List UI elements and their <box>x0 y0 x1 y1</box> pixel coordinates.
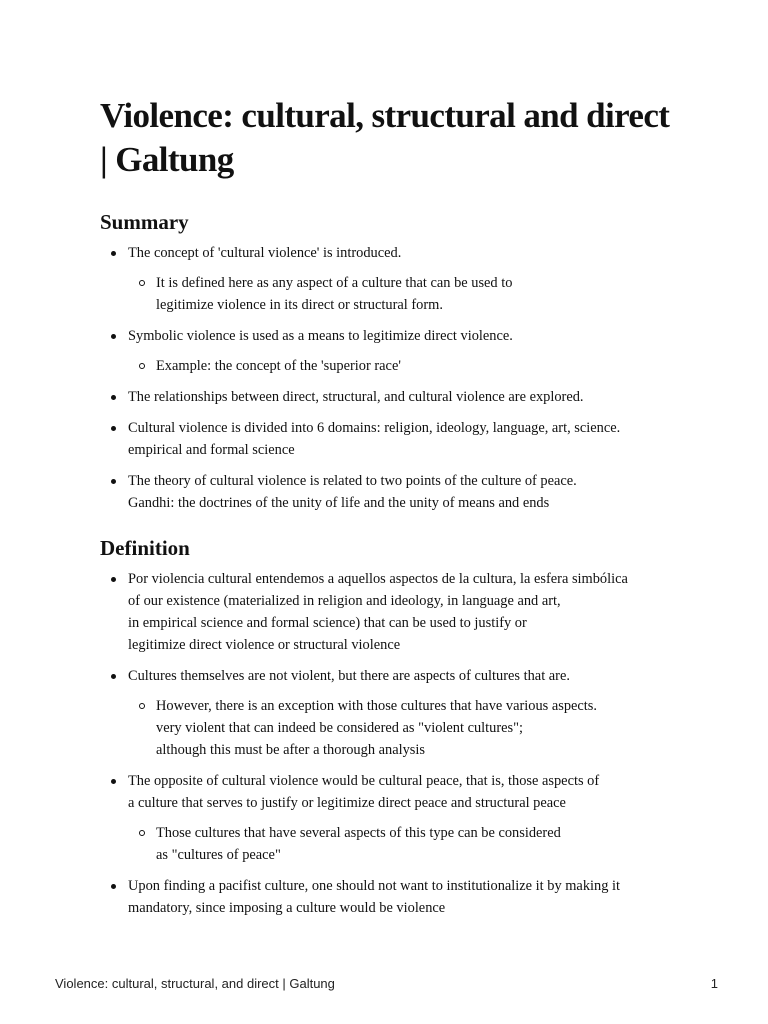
summary-item <box>100 470 680 514</box>
sub-item-line: Example: the concept of the 'superior race' <box>156 358 401 374</box>
summary-item <box>100 325 680 377</box>
definition-sub-item <box>128 695 680 761</box>
footer-title: Violence: cultural, structural, and direct | Galtung <box>55 976 335 991</box>
list-item-line: The concept of 'cultural violence' is introduced. <box>128 245 402 261</box>
summary-item <box>100 417 680 461</box>
list-item-line: Cultures themselves are not violent, but there are aspects of cultures that are. <box>128 668 570 684</box>
list-item-line: legitimize direct violence or structural violence <box>128 637 401 653</box>
sub-item-line: although this must be after a thorough analysis <box>156 742 425 758</box>
sub-item-line: as "cultures of peace" <box>156 847 281 863</box>
summary-list <box>100 242 680 514</box>
list-item-line: of our existence (materialized in religion and ideology, in language and art, <box>128 593 561 609</box>
summary-item <box>100 386 680 408</box>
list-item-line: Upon finding a pacifist culture, one should not want to institutionalize it by making it <box>128 878 621 894</box>
document-page <box>100 94 680 928</box>
definition-item <box>100 875 680 919</box>
sub-item-line: It is defined here as any aspect of a culture that can be used to <box>156 275 513 291</box>
sub-list <box>128 695 680 761</box>
sub-item-line: very violent that can indeed be considered as "violent cultures"; <box>156 720 523 736</box>
definition-item <box>100 568 680 656</box>
list-item-line: Symbolic violence is used as a means to legitimize direct violence. <box>128 328 513 344</box>
definition-sub-item <box>128 822 680 866</box>
list-item-line: Gandhi: the doctrines of the unity of life and the unity of means and ends <box>128 495 550 511</box>
list-item-line: Cultural violence is divided into 6 domains: religion, ideology, language, art, science. <box>128 420 621 436</box>
list-item-line: in empirical science and formal science) that can be used to justify or <box>128 615 527 631</box>
sub-item-line: Those cultures that have several aspects of this type can be considered <box>156 825 561 841</box>
list-item-line: The opposite of cultural violence would be cultural peace, that is, those aspects of <box>128 773 600 789</box>
definition-heading: Definition <box>100 536 190 560</box>
summary-heading: Summary <box>100 210 189 234</box>
list-item-line: mandatory, since imposing a culture would be violence <box>128 900 446 916</box>
list-item-line: The theory of cultural violence is related to two points of the culture of peace. <box>128 473 577 489</box>
list-item-line: empirical and formal science <box>128 442 295 458</box>
list-item-line: a culture that serves to justify or legitimize direct peace and structural peace <box>128 795 566 811</box>
summary-sub-item <box>128 272 680 316</box>
page-footer <box>55 976 718 991</box>
definition-item <box>100 665 680 761</box>
definition-item <box>100 770 680 866</box>
definition-list <box>100 568 680 919</box>
sub-item-line: legitimize violence in its direct or structural form. <box>156 297 443 313</box>
sub-list <box>128 822 680 866</box>
summary-item <box>100 242 680 316</box>
sub-list <box>128 355 680 377</box>
summary-sub-item <box>128 355 680 377</box>
list-item-line: The relationships between direct, structural, and cultural violence are explored. <box>128 389 584 405</box>
sub-list <box>128 272 680 316</box>
page-number: 1 <box>710 976 718 991</box>
sub-item-line: However, there is an exception with those cultures that have various aspects. <box>156 698 597 714</box>
list-item-line: Por violencia cultural entendemos a aquellos aspectos de la cultura, la esfera simbólica <box>128 571 628 587</box>
document-title: Violence: cultural, structural and direct | Galtung <box>100 96 670 179</box>
